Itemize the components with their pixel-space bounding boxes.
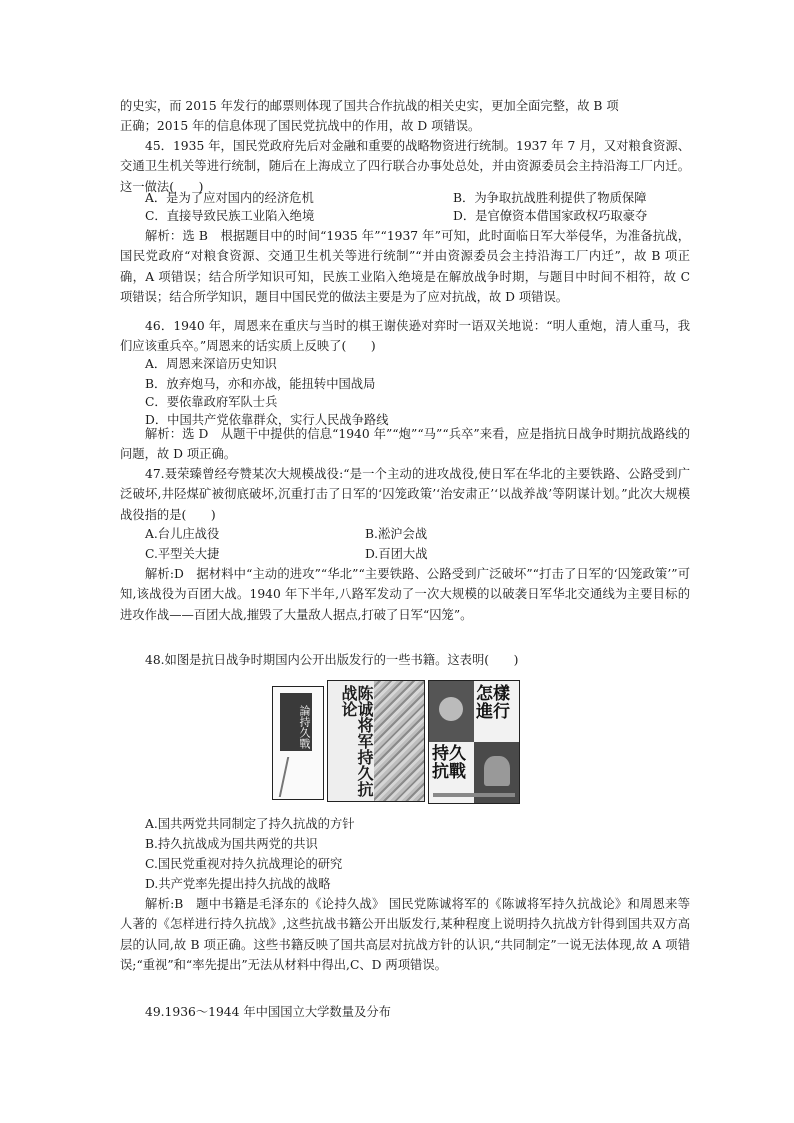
q47-explanation: 解析:D 据材料中“主动的进攻”“华北”“主要铁路、公路受到广泛破坏”“打击了日军的‘囚笼政策’”可知,该战役为百团大战。1940 年下半年,八路军发动了一次大规模的以破袭日军华北交通线为主要目标的进攻作战——百团大战,摧毁了大量敌人据点,打破了日军“囚笼”。 xyxy=(120,567,690,622)
cover-footer xyxy=(433,793,515,797)
q46-option-c: C．要依靠政府军队士兵 xyxy=(145,395,278,409)
q46-option-b: B．放弃炮马，亦和亦战，能扭转中国战局 xyxy=(145,377,376,391)
book-covers-figure xyxy=(272,680,518,802)
book-title-top: 怎樣進行 xyxy=(476,684,510,722)
question-48-stem: 48.如图是抗日战争时期国内公开出版发行的一些书籍。这表明( ) xyxy=(145,653,519,667)
question-45-stem: 45．1935 年，国民党政府先后对金融和重要的战略物资进行统制。1937 年 7 月，又对粮食资源、交通卫生机关等进行统制，随后在上海成立了四行联合办事处总处，并由资源委员会主持沿海工厂内迁。这一做法( ) xyxy=(120,139,690,194)
book-cover-zenyang-jinxing xyxy=(428,680,520,804)
q47-option-b: B.淞沪会战 xyxy=(365,527,428,541)
q45-option-b: B．为争取抗战胜利提供了物质保障 xyxy=(453,191,647,205)
cover-illustration xyxy=(374,681,424,801)
q48-explanation: 解析:B 题中书籍是毛泽东的《论持久战》 国民党陈诚将军的《陈诚将军持久抗战论》和周恩来等人著的《怎样进行持久抗战》,这些抗战书籍公开出版发行,某种程度上说明持久抗战方针得到国共双方高层的认同,故 B 项正确。这些书籍反映了国共高层对抗战方针的认识,“共同制定”一说无法体现,故 A 项错误;“重视”和“率先提出”无法从材料中得出,C、D 两项错误。 xyxy=(120,897,690,972)
cover-figure-icon xyxy=(439,697,463,721)
q45-option-d: D．是官僚资本借国家政权巧取豪夺 xyxy=(453,209,648,223)
signature-mark xyxy=(279,757,316,797)
question-49-stem: 49.1936～1944 年中国国立大学数量及分布 xyxy=(145,1005,391,1019)
question-47-stem: 47.聂荣臻曾经夸赞某次大规模战役:“是一个主动的进攻战役,使日军在华北的主要铁路、公路受到广泛破坏,井陉煤矿被彻底破坏,沉重打击了日军的‘囚笼政策’‘治安肃正’‘以战养战’等阴谋计划。”此次大规模战役指的是( ) xyxy=(120,467,690,522)
q47-option-a: A.台儿庄战役 xyxy=(145,527,220,541)
book-title: 論持久戰 xyxy=(298,705,311,749)
book-title: 陈诚将军持久抗战论 xyxy=(339,685,374,797)
book-cover-chencheng xyxy=(327,680,425,802)
text-line: 的史实，而 2015 年发行的邮票则体现了国共合作抗战的相关史实，更加全面完整，故 B 项 xyxy=(120,99,619,113)
book-cover-lun-chijiuzhan xyxy=(272,686,324,800)
book-title-bottom: 持久抗戰 xyxy=(432,744,466,782)
q48-option-c: C.国民党重视对持久抗战理论的研究 xyxy=(145,857,343,871)
q48-option-d: D.共产党率先提出持久抗战的战略 xyxy=(145,877,331,891)
q47-option-d: D.百团大战 xyxy=(365,547,428,561)
q45-option-a: A．是为了应对国内的经济危机 xyxy=(145,191,314,205)
q45-explanation: 解析：选 B 根据题目中的时间“1935 年”“1937 年”可知，此时面临日军大举侵华，为准备抗战，国民党政府“对粮食资源、交通卫生机关等进行统制”“并由资源委员会主持沿海工厂内迁”，故 B 项正确，A 项错误；结合所学知识可知，民族工业陷入绝境是在解放战争时期，与题目中时间不相符，故 C 项错误；结合所学知识，题目中国民党的做法主要是为了应对抗战，故 D 项错误。 xyxy=(120,229,690,304)
q46-explanation: 解析：选 D 从题干中提供的信息“1940 年”“炮”“马”“兵卒”来看，应是指抗日战争时期抗战路线的问题，故 D 项正确。 xyxy=(120,427,690,462)
q47-option-c: C.平型关大捷 xyxy=(145,547,220,561)
q46-option-a: A．周恩来深谙历史知识 xyxy=(145,357,277,371)
q48-option-b: B.持久抗战成为国共两党的共识 xyxy=(145,837,318,851)
text-line: 正确；2015 年的信息体现了国民党抗战中的作用，故 D 项错误。 xyxy=(120,119,481,133)
book-spine xyxy=(280,693,312,751)
q48-option-a: A.国共两党共同制定了持久抗战的方针 xyxy=(145,817,355,831)
q46-option-d: D．中国共产党依靠群众，实行人民战争路线 xyxy=(145,413,389,427)
q45-option-c: C．直接导致民族工业陷入绝境 xyxy=(145,209,315,223)
cover-figure-icon xyxy=(484,756,510,786)
question-46-stem: 46．1940 年，周恩来在重庆与当时的棋王谢侠逊对弈时一语双关地说：“明人重炮，清人重马，我们应该重兵卒。”周恩来的话实质上反映了( ) xyxy=(120,319,690,354)
